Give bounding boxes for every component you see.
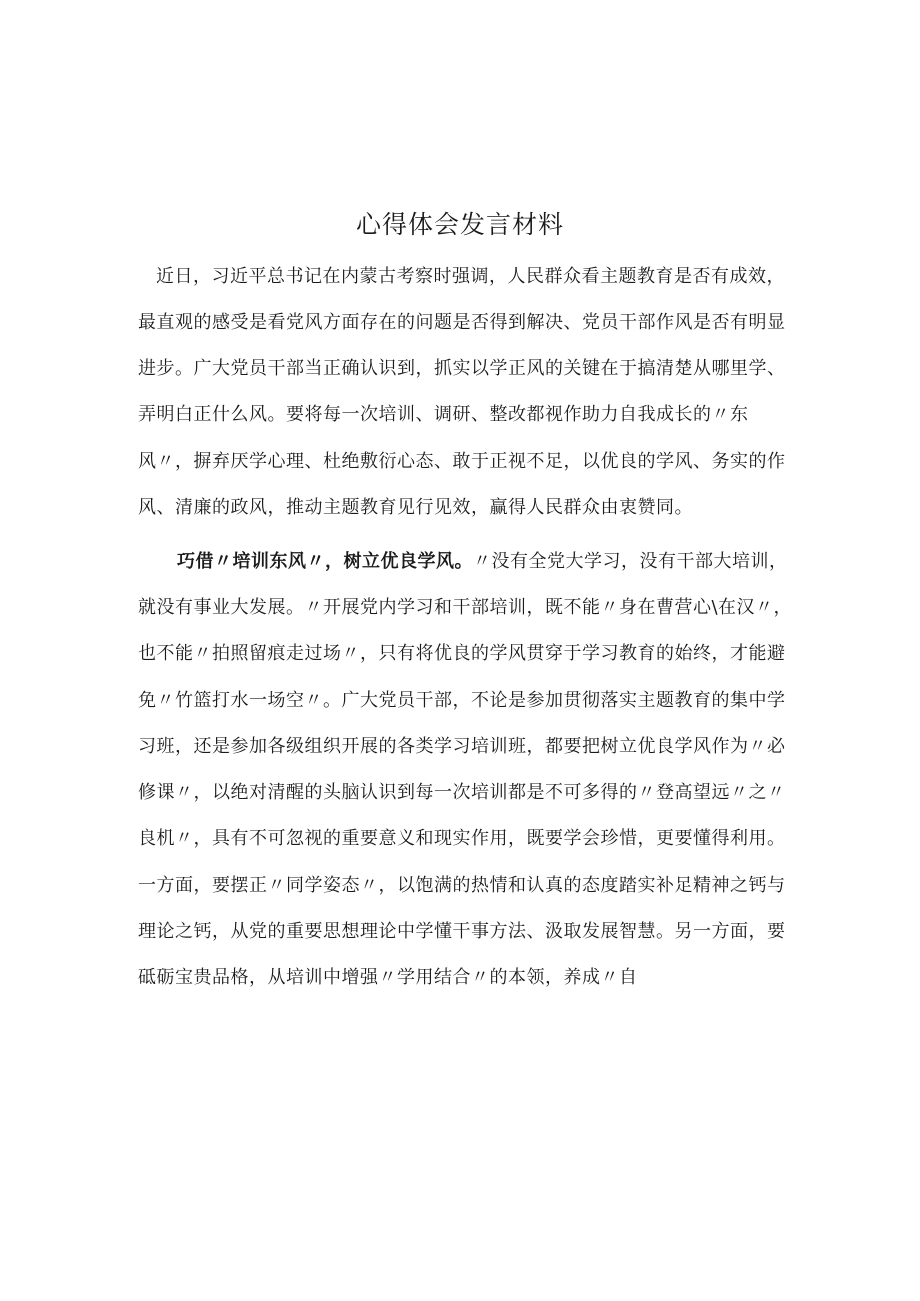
paragraph-2-line: 就没有事业大发展。〃开展党内学习和干部培训，既不能〃身在曹营心\在汉〃， (138, 597, 793, 618)
section-heading: 巧借〃培训东风〃，树立优良学风。 (177, 551, 473, 572)
paragraph-1-line: 近日，习近平总书记在内蒙古考察时强调，人民群众看主题教育是否有成效， (156, 266, 785, 287)
paragraph-2-line: 习班，还是参加各级组织开展的各类学习培训班，都要把树立优良学风作为〃必 (138, 736, 786, 757)
paragraph-2-line: 良机〃，具有不可忽视的重要意义和现实作用，既要学会珍惜，更要懂得利用。 (138, 828, 786, 849)
document-title: 心得体会发言材料 (355, 210, 564, 239)
paragraph-2-line: 一方面，要摆正〃同学姿态〃，以饱满的热情和认真的态度踏实补足精神之钙与 (138, 875, 786, 896)
paragraph-1-line: 进步。广大党员干部当正确认识到，抓实以学正风的关键在于搞清楚从哪里学、 (138, 358, 786, 379)
paragraph-2-line: 理论之钙，从党的重要思想理论中学懂干事方法、汲取发展智慧。另一方面，要 (138, 921, 786, 942)
paragraph-1-line: 弄明白正什么风。要将每一次培训、调研、整改都视作助力自我成长的〃东 (138, 404, 749, 425)
paragraph-2-line: 也不能〃拍照留痕走过场〃，只有将优良的学风贯穿于学习教育的始终，才能避 (138, 643, 786, 664)
paragraph-1-line: 风〃，摒弃厌学心理、杜绝敷衍心态、敢于正视不足，以优良的学风、务实的作 (138, 451, 786, 472)
paragraph-2-line: 免〃竹篮打水一场空〃。广大党员干部，不论是参加贯彻落实主题教育的集中学 (138, 690, 786, 711)
paragraph-2-first-rest: 〃没有全党大学习，没有干部大培训， (473, 551, 788, 572)
paragraph-2-line: 砥砺宝贵品格，从培训中增强〃学用结合〃的本领，养成〃自 (138, 967, 638, 988)
paragraph-1-line: 风、清廉的政风，推动主题教育见行见效，赢得人民群众由衷赞同。 (138, 497, 693, 518)
paragraph-2-first-line (177, 544, 798, 580)
paragraph-1-line: 最直观的感受是看党风方面存在的问题是否得到解决、党员干部作风是否有明显 (138, 312, 786, 333)
paragraph-2-line: 修课〃，以绝对清醒的头脑认识到每一次培训都是不可多得的〃登高望远〃之〃 (138, 782, 786, 803)
